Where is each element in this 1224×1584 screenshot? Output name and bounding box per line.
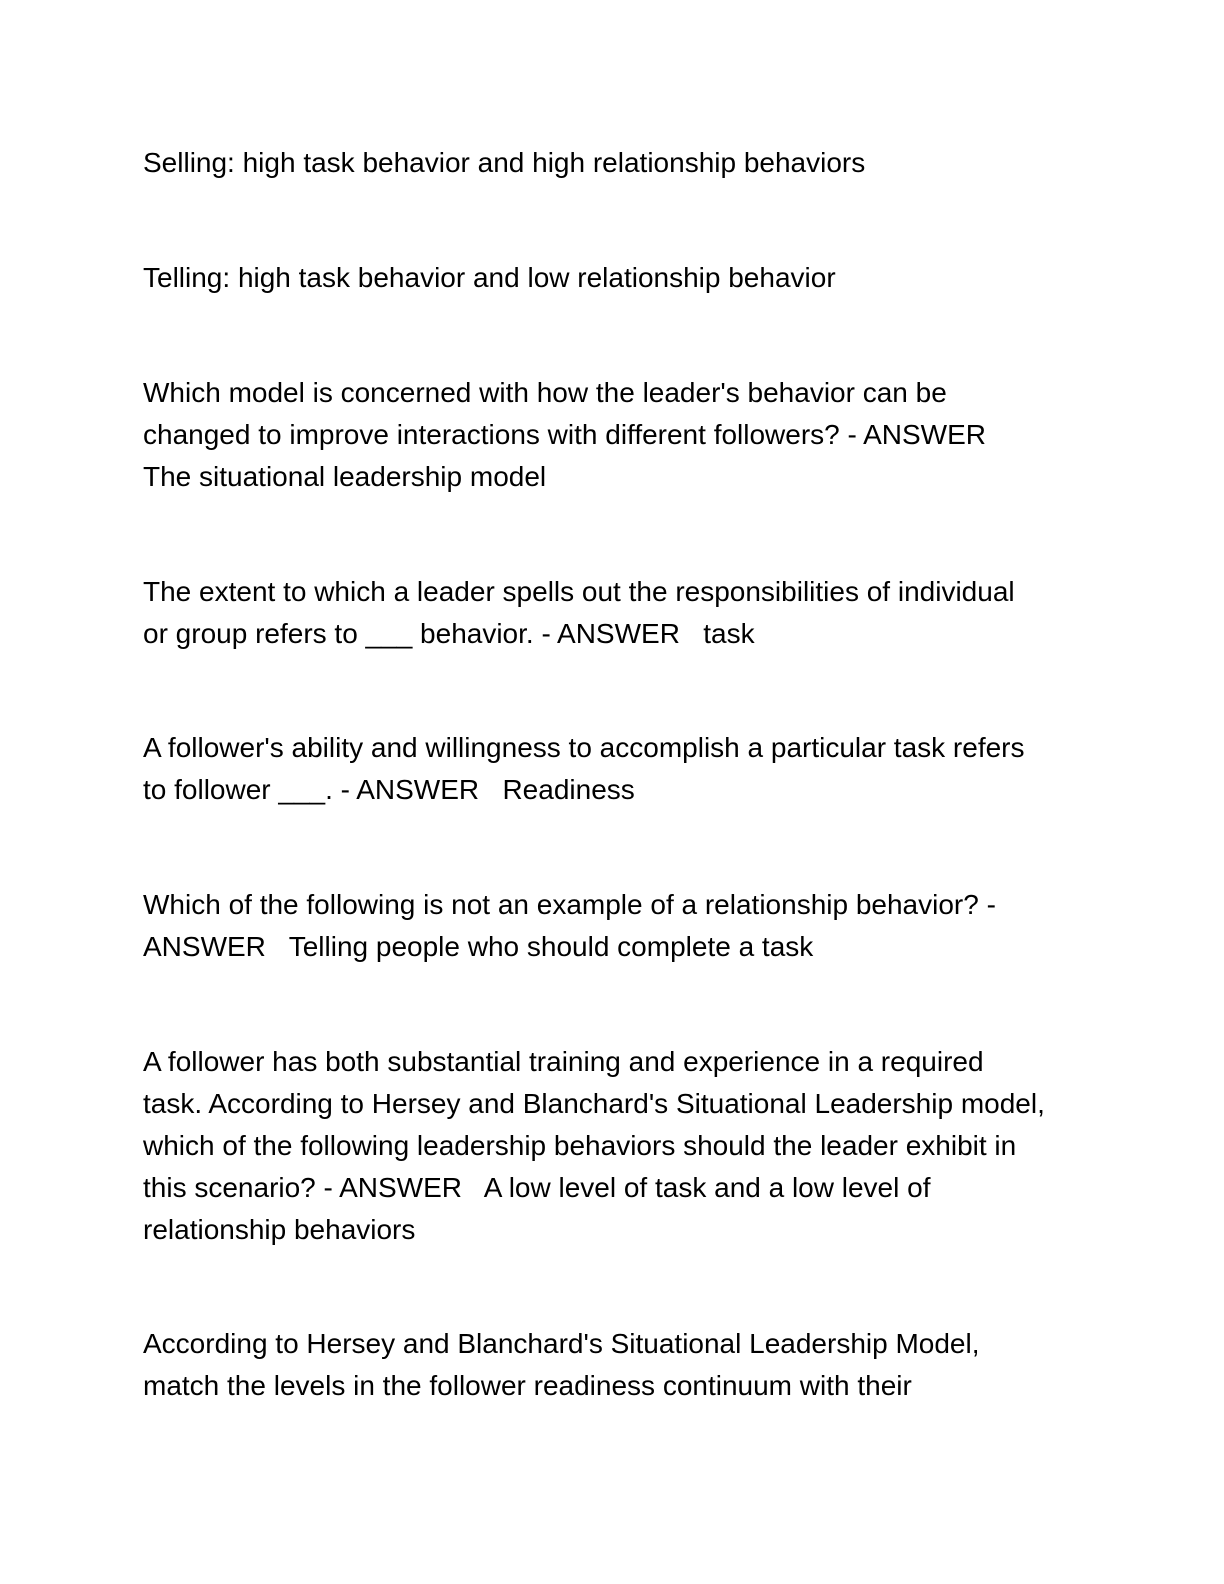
paragraph-question-relationship — [143, 884, 1083, 968]
text-line: changed to improve interactions with different followers? - ANSWER — [143, 419, 986, 450]
text-line: The situational leadership model — [143, 461, 547, 492]
paragraph-question-model — [143, 372, 1083, 498]
text-line: or group refers to ___ behavior. - ANSWER task — [143, 618, 755, 649]
text-line: Telling: high task behavior and low relationship behavior — [143, 262, 836, 293]
text-line: Selling: high task behavior and high relationship behaviors — [143, 147, 866, 178]
text-line: this scenario? - ANSWER A low level of task and a low level of — [143, 1172, 931, 1203]
text-line: match the levels in the follower readiness continuum with their — [143, 1370, 912, 1401]
text-line: Which of the following is not an example of a relationship behavior? - — [143, 889, 996, 920]
paragraph-question-readiness — [143, 727, 1083, 811]
text-line: The extent to which a leader spells out the responsibilities of individual — [143, 576, 1015, 607]
text-line: task. According to Hersey and Blanchard's Situational Leadership model, — [143, 1088, 1045, 1119]
text-line: relationship behaviors — [143, 1214, 416, 1245]
text-line: According to Hersey and Blanchard's Situational Leadership Model, — [143, 1328, 980, 1359]
text-line: Which model is concerned with how the leader's behavior can be — [143, 377, 947, 408]
text-line: ANSWER Telling people who should complete a task — [143, 931, 814, 962]
text-line: to follower ___. - ANSWER Readiness — [143, 774, 635, 805]
paragraph-telling — [143, 257, 1083, 299]
paragraph-selling — [143, 142, 1083, 184]
text-line: A follower has both substantial training and experience in a required — [143, 1046, 984, 1077]
paragraph-question-readiness-continuum — [143, 1323, 1083, 1407]
text-line: which of the following leadership behaviors should the leader exhibit in — [143, 1130, 1017, 1161]
paragraph-question-follower-training — [143, 1041, 1083, 1251]
paragraph-question-task-behavior — [143, 571, 1083, 655]
text-line: A follower's ability and willingness to accomplish a particular task refers — [143, 732, 1025, 763]
